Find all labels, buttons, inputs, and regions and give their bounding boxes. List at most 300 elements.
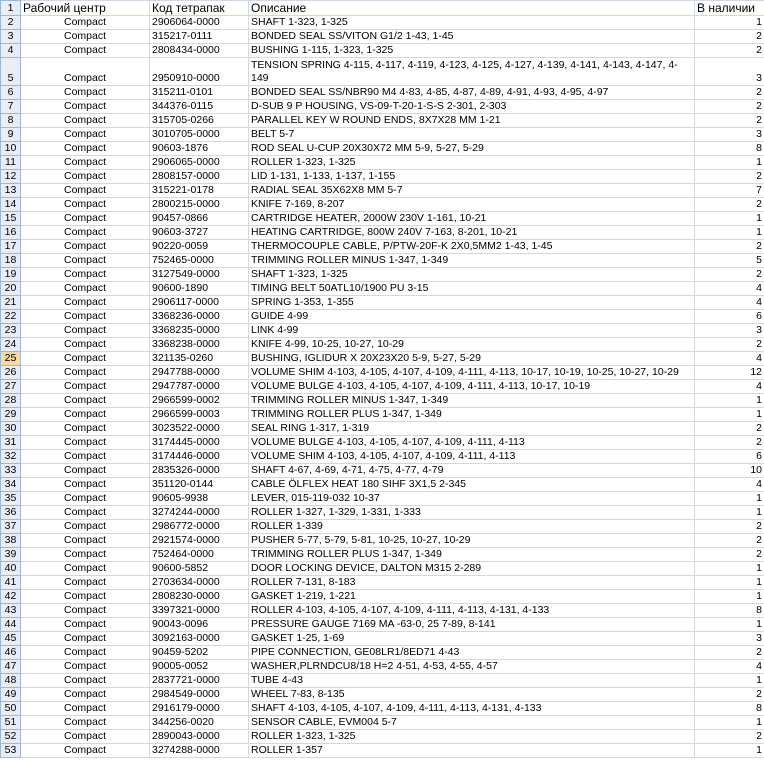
- cell-in-stock[interactable]: 3: [695, 128, 764, 142]
- cell-work-center[interactable]: Compact: [21, 408, 150, 422]
- cell-tetrapak-code[interactable]: 3023522-0000: [150, 422, 249, 436]
- cell-in-stock[interactable]: 8: [695, 142, 764, 156]
- cell-in-stock[interactable]: 2: [695, 170, 764, 184]
- cell-in-stock[interactable]: 4: [695, 282, 764, 296]
- cell-in-stock[interactable]: 1: [695, 576, 764, 590]
- cell-description[interactable]: SEAL RING 1-317, 1-319: [249, 422, 695, 436]
- cell-work-center[interactable]: Compact: [21, 590, 150, 604]
- cell-tetrapak-code[interactable]: 2947788-0000: [150, 366, 249, 380]
- row-header[interactable]: 2: [1, 16, 21, 30]
- cell-work-center[interactable]: Compact: [21, 352, 150, 366]
- row-header[interactable]: 48: [1, 674, 21, 688]
- row-header[interactable]: 47: [1, 660, 21, 674]
- cell-description[interactable]: TRIMMING ROLLER MINUS 1-347, 1-349: [249, 254, 695, 268]
- cell-in-stock[interactable]: 4: [695, 296, 764, 310]
- cell-description[interactable]: LID 1-131, 1-133, 1-137, 1-155: [249, 170, 695, 184]
- table-row: [1, 282, 764, 296]
- cell-description[interactable]: SHAFT 4-67, 4-69, 4-71, 4-75, 4-77, 4-79: [249, 464, 695, 478]
- cell-tetrapak-code[interactable]: 3174446-0000: [150, 450, 249, 464]
- cell-tetrapak-code[interactable]: 2837721-0000: [150, 674, 249, 688]
- cell-in-stock[interactable]: 5: [695, 254, 764, 268]
- row-header[interactable]: 5: [1, 58, 21, 86]
- cell-description[interactable]: KNIFE 4-99, 10-25, 10-27, 10-29: [249, 338, 695, 352]
- cell-in-stock[interactable]: 7: [695, 184, 764, 198]
- cell-description[interactable]: TRIMMING ROLLER PLUS 1-347, 1-349: [249, 548, 695, 562]
- row-header[interactable]: 4: [1, 44, 21, 58]
- table-row: [1, 730, 764, 744]
- cell-work-center[interactable]: Compact: [21, 44, 150, 58]
- cell-description[interactable]: TIMING BELT 50ATL10/1900 PU 3-15: [249, 282, 695, 296]
- cell-work-center[interactable]: Compact: [21, 380, 150, 394]
- cell-work-center[interactable]: Compact: [21, 198, 150, 212]
- table-row: [1, 394, 764, 408]
- cell-in-stock[interactable]: 1: [695, 744, 764, 758]
- table-row: [1, 268, 764, 282]
- table-row: [1, 576, 764, 590]
- cell-description[interactable]: ROLLER 1-357: [249, 744, 695, 758]
- cell-description[interactable]: VOLUME BULGE 4-103, 4-105, 4-107, 4-109, 4-111, 4-113, 10-17, 10-19: [249, 380, 695, 394]
- cell-description[interactable]: BONDED SEAL SS/NBR90 M4 4-83, 4-85, 4-87, 4-89, 4-91, 4-93, 4-95, 4-97: [249, 86, 695, 100]
- cell-description[interactable]: ROLLER 1-339: [249, 520, 695, 534]
- cell-work-center[interactable]: Compact: [21, 86, 150, 100]
- cell-work-center[interactable]: Compact: [21, 744, 150, 758]
- table-row: [1, 212, 764, 226]
- cell-description[interactable]: GASKET 1-219, 1-221: [249, 590, 695, 604]
- cell-in-stock[interactable]: 2: [695, 436, 764, 450]
- cell-in-stock[interactable]: 1: [695, 156, 764, 170]
- row-header[interactable]: 37: [1, 520, 21, 534]
- row-header[interactable]: 33: [1, 464, 21, 478]
- row-header[interactable]: 27: [1, 380, 21, 394]
- cell-tetrapak-code[interactable]: 90459-5202: [150, 646, 249, 660]
- header-description[interactable]: Описание: [249, 1, 695, 16]
- cell-tetrapak-code[interactable]: 90457-0866: [150, 212, 249, 226]
- cell-in-stock[interactable]: 12: [695, 366, 764, 380]
- cell-work-center[interactable]: Compact: [21, 338, 150, 352]
- cell-tetrapak-code[interactable]: 2947787-0000: [150, 380, 249, 394]
- table-row: [1, 660, 764, 674]
- cell-description[interactable]: SHAFT 4-103, 4-105, 4-107, 4-109, 4-111, 4-113, 4-131, 4-133: [249, 702, 695, 716]
- cell-work-center[interactable]: Compact: [21, 142, 150, 156]
- cell-tetrapak-code[interactable]: 315217-0111: [150, 30, 249, 44]
- cell-tetrapak-code[interactable]: 752465-0000: [150, 254, 249, 268]
- row-header[interactable]: 36: [1, 506, 21, 520]
- row-header[interactable]: 46: [1, 646, 21, 660]
- row-header[interactable]: 16: [1, 226, 21, 240]
- row-header[interactable]: 25: [1, 352, 21, 366]
- cell-work-center[interactable]: Compact: [21, 646, 150, 660]
- cell-description[interactable]: WASHER,PLRNDCU8/18 H=2 4-51, 4-53, 4-55, 4-57: [249, 660, 695, 674]
- row-header[interactable]: 24: [1, 338, 21, 352]
- cell-work-center[interactable]: Compact: [21, 128, 150, 142]
- row-header[interactable]: 31: [1, 436, 21, 450]
- cell-in-stock[interactable]: 4: [695, 352, 764, 366]
- header-tetrapak-code[interactable]: Код тетрапак: [150, 1, 249, 16]
- cell-description[interactable]: VOLUME BULGE 4-103, 4-105, 4-107, 4-109, 4-111, 4-113: [249, 436, 695, 450]
- cell-work-center[interactable]: Compact: [21, 548, 150, 562]
- cell-tetrapak-code[interactable]: 90603-3727: [150, 226, 249, 240]
- cell-tetrapak-code[interactable]: 344376-0115: [150, 100, 249, 114]
- cell-tetrapak-code[interactable]: 90605-9938: [150, 492, 249, 506]
- cell-tetrapak-code[interactable]: 2890043-0000: [150, 730, 249, 744]
- cell-in-stock[interactable]: 8: [695, 604, 764, 618]
- table-row: [1, 366, 764, 380]
- cell-tetrapak-code[interactable]: 2800215-0000: [150, 198, 249, 212]
- cell-work-center[interactable]: Compact: [21, 492, 150, 506]
- cell-tetrapak-code[interactable]: 2984549-0000: [150, 688, 249, 702]
- cell-in-stock[interactable]: 2: [695, 100, 764, 114]
- cell-work-center[interactable]: Compact: [21, 226, 150, 240]
- table-row: [1, 100, 764, 114]
- header-work-center[interactable]: Рабочий центр: [21, 1, 150, 16]
- cell-work-center[interactable]: Compact: [21, 730, 150, 744]
- row-header[interactable]: 30: [1, 422, 21, 436]
- cell-tetrapak-code[interactable]: 90600-1890: [150, 282, 249, 296]
- cell-work-center[interactable]: Compact: [21, 506, 150, 520]
- cell-description[interactable]: ROD SEAL U-CUP 20X30X72 MM 5-9, 5-27, 5-29: [249, 142, 695, 156]
- cell-in-stock[interactable]: 10: [695, 464, 764, 478]
- cell-description[interactable]: CABLE ÖLFLEX HEAT 180 SIHF 3X1,5 2-345: [249, 478, 695, 492]
- cell-tetrapak-code[interactable]: 2916179-0000: [150, 702, 249, 716]
- cell-tetrapak-code[interactable]: 3397321-0000: [150, 604, 249, 618]
- table-row: [1, 254, 764, 268]
- row-header[interactable]: 40: [1, 562, 21, 576]
- cell-in-stock[interactable]: 1: [695, 562, 764, 576]
- cell-in-stock[interactable]: 4: [695, 478, 764, 492]
- cell-description[interactable]: SHAFT 1-323, 1-325: [249, 16, 695, 30]
- cell-in-stock[interactable]: 2: [695, 240, 764, 254]
- cell-description[interactable]: ROLLER 4-103, 4-105, 4-107, 4-109, 4-111, 4-113, 4-131, 4-133: [249, 604, 695, 618]
- row-header[interactable]: 52: [1, 730, 21, 744]
- cell-work-center[interactable]: Compact: [21, 324, 150, 338]
- table-row: [1, 198, 764, 212]
- cell-description[interactable]: BUSHING, IGLIDUR X 20X23X20 5-9, 5-27, 5-29: [249, 352, 695, 366]
- cell-description[interactable]: RADIAL SEAL 35X62X8 MM 5-7: [249, 184, 695, 198]
- cell-work-center[interactable]: Compact: [21, 212, 150, 226]
- cell-description[interactable]: VOLUME SHIM 4-103, 4-105, 4-107, 4-109, 4-111, 4-113, 10-17, 10-19, 10-25, 10-27, 10-29: [249, 366, 695, 380]
- row-header[interactable]: 12: [1, 170, 21, 184]
- cell-work-center[interactable]: Compact: [21, 16, 150, 30]
- cell-description[interactable]: BUSHING 1-115, 1-323, 1-325: [249, 44, 695, 58]
- cell-work-center[interactable]: Compact: [21, 366, 150, 380]
- table-row: [1, 310, 764, 324]
- table-row: [1, 114, 764, 128]
- cell-work-center[interactable]: Compact: [21, 170, 150, 184]
- cell-in-stock[interactable]: 2: [695, 198, 764, 212]
- cell-work-center[interactable]: Compact: [21, 156, 150, 170]
- row-header[interactable]: 8: [1, 114, 21, 128]
- table-row: [1, 352, 764, 366]
- cell-work-center[interactable]: Compact: [21, 58, 150, 86]
- row-header[interactable]: 22: [1, 310, 21, 324]
- cell-work-center[interactable]: Compact: [21, 394, 150, 408]
- cell-tetrapak-code[interactable]: 344256-0020: [150, 716, 249, 730]
- row-header[interactable]: 35: [1, 492, 21, 506]
- cell-in-stock[interactable]: 2: [695, 730, 764, 744]
- cell-in-stock[interactable]: 2: [695, 44, 764, 58]
- cell-work-center[interactable]: Compact: [21, 604, 150, 618]
- cell-tetrapak-code[interactable]: 2906117-0000: [150, 296, 249, 310]
- row-header[interactable]: 14: [1, 198, 21, 212]
- cell-tetrapak-code[interactable]: 315221-0178: [150, 184, 249, 198]
- row-header[interactable]: 18: [1, 254, 21, 268]
- cell-in-stock[interactable]: 1: [695, 408, 764, 422]
- cell-tetrapak-code[interactable]: 2808230-0000: [150, 590, 249, 604]
- cell-work-center[interactable]: Compact: [21, 618, 150, 632]
- cell-in-stock[interactable]: 1: [695, 618, 764, 632]
- cell-work-center[interactable]: Compact: [21, 100, 150, 114]
- cell-tetrapak-code[interactable]: 2808434-0000: [150, 44, 249, 58]
- row-header[interactable]: 26: [1, 366, 21, 380]
- cell-in-stock[interactable]: 2: [695, 86, 764, 100]
- row-header[interactable]: 11: [1, 156, 21, 170]
- cell-work-center[interactable]: Compact: [21, 534, 150, 548]
- cell-tetrapak-code[interactable]: 90600-5852: [150, 562, 249, 576]
- table-row: [1, 450, 764, 464]
- cell-tetrapak-code[interactable]: 3368236-0000: [150, 310, 249, 324]
- cell-in-stock[interactable]: 2: [695, 268, 764, 282]
- cell-in-stock[interactable]: 2: [695, 422, 764, 436]
- cell-work-center[interactable]: Compact: [21, 30, 150, 44]
- cell-description[interactable]: D-SUB 9 P HOUSING, VS-09-T-20-1-S-S 2-301, 2-303: [249, 100, 695, 114]
- row-header[interactable]: 9: [1, 128, 21, 142]
- cell-tetrapak-code[interactable]: 3010705-0000: [150, 128, 249, 142]
- cell-description[interactable]: SPRING 1-353, 1-355: [249, 296, 695, 310]
- row-header[interactable]: 19: [1, 268, 21, 282]
- table-row: [1, 338, 764, 352]
- cell-description[interactable]: ROLLER 1-323, 1-325: [249, 730, 695, 744]
- cell-description[interactable]: TENSION SPRING 4-115, 4-117, 4-119, 4-123, 4-125, 4-127, 4-139, 4-141, 4-143, 4-147, 4-149: [249, 58, 695, 86]
- cell-description[interactable]: CARTRIDGE HEATER, 2000W 230V 1-161, 10-21: [249, 212, 695, 226]
- cell-work-center[interactable]: Compact: [21, 282, 150, 296]
- cell-work-center[interactable]: Compact: [21, 450, 150, 464]
- row-header[interactable]: 32: [1, 450, 21, 464]
- cell-description[interactable]: VOLUME SHIM 4-103, 4-105, 4-107, 4-109, 4-111, 4-113: [249, 450, 695, 464]
- cell-work-center[interactable]: Compact: [21, 562, 150, 576]
- cell-work-center[interactable]: Compact: [21, 422, 150, 436]
- cell-in-stock[interactable]: 2: [695, 534, 764, 548]
- header-in-stock[interactable]: В наличии: [695, 1, 764, 16]
- row-header[interactable]: 7: [1, 100, 21, 114]
- table-row: [1, 170, 764, 184]
- cell-tetrapak-code[interactable]: 2921574-0000: [150, 534, 249, 548]
- cell-in-stock[interactable]: 6: [695, 450, 764, 464]
- cell-tetrapak-code[interactable]: 2966599-0003: [150, 408, 249, 422]
- cell-tetrapak-code[interactable]: 2808157-0000: [150, 170, 249, 184]
- row-header[interactable]: 49: [1, 688, 21, 702]
- cell-tetrapak-code[interactable]: 2986772-0000: [150, 520, 249, 534]
- cell-description[interactable]: SHAFT 1-323, 1-325: [249, 268, 695, 282]
- cell-work-center[interactable]: Compact: [21, 674, 150, 688]
- cell-tetrapak-code[interactable]: 2835326-0000: [150, 464, 249, 478]
- table-row: [1, 128, 764, 142]
- table-row: [1, 226, 764, 240]
- table-row: [1, 184, 764, 198]
- cell-in-stock[interactable]: 2: [695, 338, 764, 352]
- cell-tetrapak-code[interactable]: 3368235-0000: [150, 324, 249, 338]
- cell-work-center[interactable]: Compact: [21, 268, 150, 282]
- cell-description[interactable]: SENSOR CABLE, EVM004 5-7: [249, 716, 695, 730]
- row-header[interactable]: 42: [1, 590, 21, 604]
- grid-body: [1, 16, 764, 758]
- cell-work-center[interactable]: Compact: [21, 520, 150, 534]
- cell-tetrapak-code[interactable]: 2703634-0000: [150, 576, 249, 590]
- cell-description[interactable]: TRIMMING ROLLER PLUS 1-347, 1-349: [249, 408, 695, 422]
- cell-tetrapak-code[interactable]: 315211-0101: [150, 86, 249, 100]
- cell-description[interactable]: PUSHER 5-77, 5-79, 5-81, 10-25, 10-27, 10-29: [249, 534, 695, 548]
- cell-tetrapak-code[interactable]: 2950910-0000: [150, 58, 249, 86]
- cell-description[interactable]: TRIMMING ROLLER MINUS 1-347, 1-349: [249, 394, 695, 408]
- cell-in-stock[interactable]: 1: [695, 212, 764, 226]
- table-row: [1, 632, 764, 646]
- cell-in-stock[interactable]: 2: [695, 520, 764, 534]
- cell-in-stock[interactable]: 8: [695, 702, 764, 716]
- cell-tetrapak-code[interactable]: 90005-0052: [150, 660, 249, 674]
- table-row: [1, 688, 764, 702]
- table-row: [1, 590, 764, 604]
- row-header[interactable]: 43: [1, 604, 21, 618]
- cell-description[interactable]: BELT 5-7: [249, 128, 695, 142]
- cell-tetrapak-code[interactable]: 90220-0059: [150, 240, 249, 254]
- cell-in-stock[interactable]: 1: [695, 492, 764, 506]
- cell-in-stock[interactable]: 1: [695, 394, 764, 408]
- cell-in-stock[interactable]: 2: [695, 30, 764, 44]
- cell-in-stock[interactable]: 2: [695, 646, 764, 660]
- cell-work-center[interactable]: Compact: [21, 660, 150, 674]
- cell-in-stock[interactable]: 1: [695, 590, 764, 604]
- cell-description[interactable]: ROLLER 1-327, 1-329, 1-331, 1-333: [249, 506, 695, 520]
- cell-work-center[interactable]: Compact: [21, 436, 150, 450]
- cell-description[interactable]: KNIFE 7-169, 8-207: [249, 198, 695, 212]
- cell-work-center[interactable]: Compact: [21, 240, 150, 254]
- table-row: [1, 240, 764, 254]
- cell-work-center[interactable]: Compact: [21, 478, 150, 492]
- cell-tetrapak-code[interactable]: 90043-0096: [150, 618, 249, 632]
- row-header[interactable]: 10: [1, 142, 21, 156]
- table-row: [1, 58, 764, 86]
- cell-description[interactable]: PIPE CONNECTION, GE08LR1/8ED71 4-43: [249, 646, 695, 660]
- row-header[interactable]: 41: [1, 576, 21, 590]
- row-header[interactable]: 50: [1, 702, 21, 716]
- table-row: [1, 86, 764, 100]
- cell-description[interactable]: PARALLEL KEY W ROUND ENDS, 8X7X28 MM 1-21: [249, 114, 695, 128]
- cell-tetrapak-code[interactable]: 2966599-0002: [150, 394, 249, 408]
- cell-description[interactable]: LEVER, 015-119-032 10-37: [249, 492, 695, 506]
- cell-work-center[interactable]: Compact: [21, 716, 150, 730]
- row-header[interactable]: 29: [1, 408, 21, 422]
- cell-description[interactable]: ROLLER 7-131, 8-183: [249, 576, 695, 590]
- cell-in-stock[interactable]: 6: [695, 310, 764, 324]
- cell-tetrapak-code[interactable]: 315705-0266: [150, 114, 249, 128]
- table-row: [1, 520, 764, 534]
- cell-in-stock[interactable]: 3: [695, 324, 764, 338]
- cell-description[interactable]: PRESSURE GAUGE 7169 MA -63-0, 25 7-89, 8-141: [249, 618, 695, 632]
- cell-description[interactable]: WHEEL 7-83, 8-135: [249, 688, 695, 702]
- cell-in-stock[interactable]: 2: [695, 688, 764, 702]
- cell-description[interactable]: GUIDE 4-99: [249, 310, 695, 324]
- cell-tetrapak-code[interactable]: 2906065-0000: [150, 156, 249, 170]
- cell-in-stock[interactable]: 1: [695, 716, 764, 730]
- cell-tetrapak-code[interactable]: 752464-0000: [150, 548, 249, 562]
- table-row: [1, 142, 764, 156]
- cell-tetrapak-code[interactable]: 3174445-0000: [150, 436, 249, 450]
- row-header[interactable]: 1: [1, 1, 21, 16]
- cell-in-stock[interactable]: 1: [695, 16, 764, 30]
- row-header[interactable]: 15: [1, 212, 21, 226]
- table-row: [1, 716, 764, 730]
- cell-in-stock[interactable]: 2: [695, 548, 764, 562]
- cell-description[interactable]: ROLLER 1-323, 1-325: [249, 156, 695, 170]
- cell-in-stock[interactable]: 3: [695, 632, 764, 646]
- cell-work-center[interactable]: Compact: [21, 688, 150, 702]
- table-row: [1, 30, 764, 44]
- cell-description[interactable]: GASKET 1-25, 1-69: [249, 632, 695, 646]
- row-header[interactable]: 28: [1, 394, 21, 408]
- row-header[interactable]: 20: [1, 282, 21, 296]
- row-header[interactable]: 17: [1, 240, 21, 254]
- cell-description[interactable]: BONDED SEAL SS/VITON G1/2 1-43, 1-45: [249, 30, 695, 44]
- cell-work-center[interactable]: Compact: [21, 296, 150, 310]
- cell-work-center[interactable]: Compact: [21, 576, 150, 590]
- cell-work-center[interactable]: Compact: [21, 310, 150, 324]
- cell-work-center[interactable]: Compact: [21, 184, 150, 198]
- cell-tetrapak-code[interactable]: 351120-0144: [150, 478, 249, 492]
- cell-tetrapak-code[interactable]: 3127549-0000: [150, 268, 249, 282]
- cell-in-stock[interactable]: 1: [695, 226, 764, 240]
- row-header[interactable]: 44: [1, 618, 21, 632]
- cell-tetrapak-code[interactable]: 3092163-0000: [150, 632, 249, 646]
- row-header[interactable]: 34: [1, 478, 21, 492]
- cell-work-center[interactable]: Compact: [21, 632, 150, 646]
- cell-tetrapak-code[interactable]: 321135-0260: [150, 352, 249, 366]
- row-header[interactable]: 39: [1, 548, 21, 562]
- cell-in-stock[interactable]: 1: [695, 506, 764, 520]
- cell-tetrapak-code[interactable]: 3368238-0000: [150, 338, 249, 352]
- cell-description[interactable]: DOOR LOCKING DEVICE, DALTON M315 2-289: [249, 562, 695, 576]
- row-header[interactable]: 6: [1, 86, 21, 100]
- row-header[interactable]: 3: [1, 30, 21, 44]
- row-header[interactable]: 53: [1, 744, 21, 758]
- cell-in-stock[interactable]: 3: [695, 58, 764, 86]
- cell-in-stock[interactable]: 1: [695, 674, 764, 688]
- cell-description[interactable]: LINK 4-99: [249, 324, 695, 338]
- row-header[interactable]: 23: [1, 324, 21, 338]
- cell-work-center[interactable]: Compact: [21, 114, 150, 128]
- cell-tetrapak-code[interactable]: 3274288-0000: [150, 744, 249, 758]
- cell-work-center[interactable]: Compact: [21, 464, 150, 478]
- cell-description[interactable]: THERMOCOUPLE CABLE, P/PTW-20F-K 2X0,5MM2 1-43, 1-45: [249, 240, 695, 254]
- cell-in-stock[interactable]: 4: [695, 380, 764, 394]
- cell-in-stock[interactable]: 2: [695, 114, 764, 128]
- cell-description[interactable]: HEATING CARTRIDGE, 800W 240V 7-163, 8-201, 10-21: [249, 226, 695, 240]
- cell-work-center[interactable]: Compact: [21, 254, 150, 268]
- table-row: [1, 464, 764, 478]
- row-header[interactable]: 51: [1, 716, 21, 730]
- cell-tetrapak-code[interactable]: 2906064-0000: [150, 16, 249, 30]
- cell-description[interactable]: TUBE 4-43: [249, 674, 695, 688]
- row-header[interactable]: 21: [1, 296, 21, 310]
- cell-work-center[interactable]: Compact: [21, 702, 150, 716]
- row-header[interactable]: 45: [1, 632, 21, 646]
- cell-in-stock[interactable]: 4: [695, 660, 764, 674]
- table-row: [1, 618, 764, 632]
- cell-tetrapak-code[interactable]: 90603-1876: [150, 142, 249, 156]
- row-header[interactable]: 38: [1, 534, 21, 548]
- table-row: [1, 324, 764, 338]
- row-header[interactable]: 13: [1, 184, 21, 198]
- table-row: [1, 422, 764, 436]
- cell-tetrapak-code[interactable]: 3274244-0000: [150, 506, 249, 520]
